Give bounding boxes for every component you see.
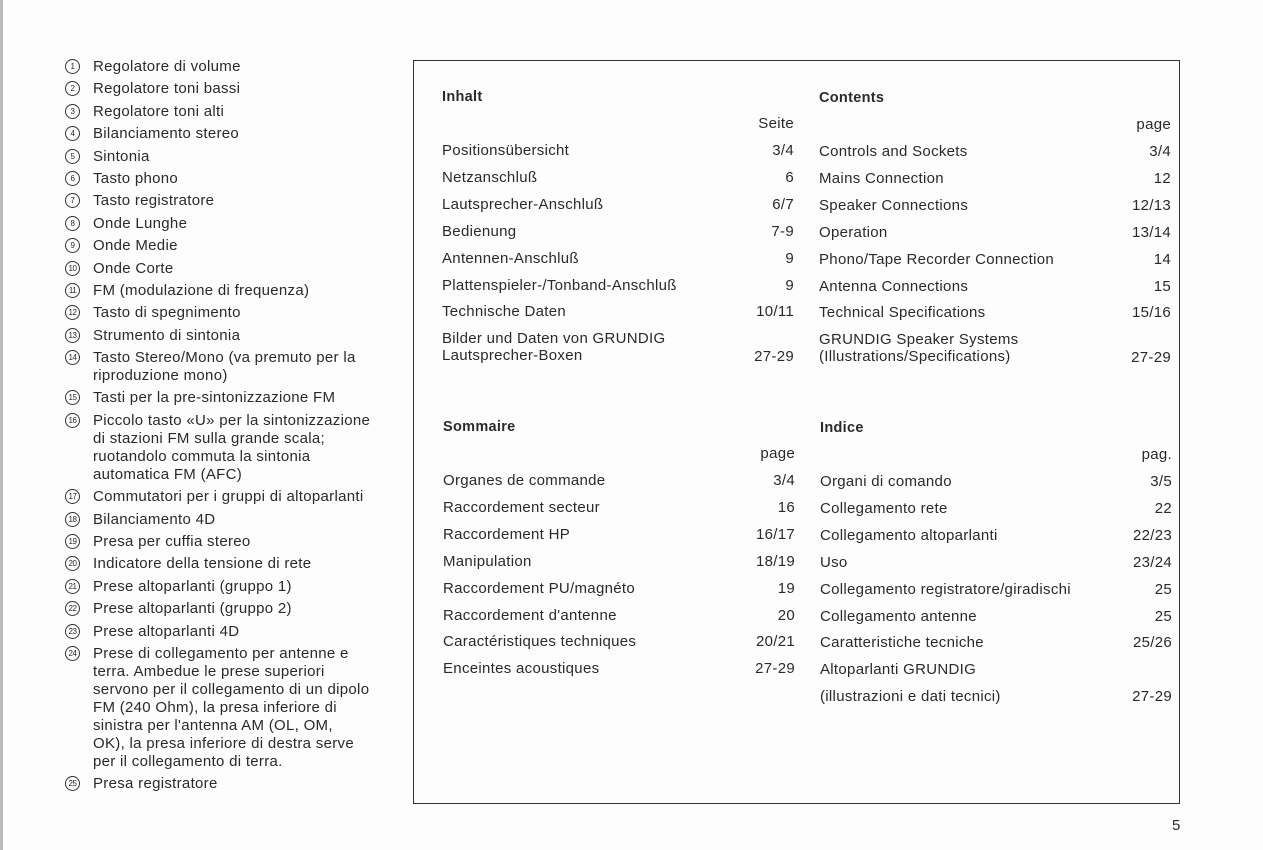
legend-text: ruotandolo commuta la sintonia [93,447,311,465]
toc-entry [443,633,636,650]
toc-row [820,688,1172,715]
toc-page: 27-29 [1131,349,1171,367]
toc-entry [442,169,537,186]
toc-row [819,278,1171,305]
legend-text: Strumento di sintonia [93,326,241,344]
legend-text: Bilanciamento 4D [93,510,216,528]
legend-text: per il collegamento di terra. [93,752,283,770]
toc-entry-text: Technische Daten [442,303,567,321]
legend-item [55,304,415,322]
legend-text: Onde Lunghe [93,214,188,232]
toc-page: 20 [777,606,795,624]
legend-text: Regolatore toni bassi [93,80,241,98]
legend-text: Piccolo tasto «U» per la sintonizzazione [93,411,371,429]
toc-row [820,473,1172,500]
page-column-header: page [760,445,795,462]
controls-legend-list [55,58,415,798]
legend-text: Indicatore della tensione di rete [93,555,312,573]
toc-entry-text: Speaker Connections [819,196,969,214]
legend-item [55,349,415,385]
toc-entry [820,581,1071,598]
legend-text: Prese altoparlanti 4D [93,622,240,640]
toc-page: 25/26 [1132,634,1172,652]
toc-entry [820,661,976,678]
toc-entry-text: Bedienung [442,222,517,240]
toc-entry [820,500,948,517]
toc-entry-text: Caratteristiche tecniche [820,634,984,652]
toc-row [820,608,1172,635]
toc-page: 22 [1154,499,1172,517]
legend-text: automatica FM (AFC) [93,465,243,483]
toc-entry [443,526,570,543]
toc-entry [443,607,617,624]
toc-entry-text: Enceintes acoustiques [443,660,600,678]
toc-row [443,472,795,499]
toc-entry [819,170,944,187]
toc-entry-text: Collegamento altoparlanti [820,526,998,544]
toc-page: 10/11 [756,303,794,321]
toc-entry-text: Raccordement secteur [443,498,600,516]
toc-entry-text: Lautsprecher-Anschluß [442,195,604,213]
toc-entry-text: Raccordement PU/magnéto [443,579,635,597]
circled-number: 14 [65,350,80,365]
toc-entry [819,278,968,295]
toc-page: 27-29 [754,348,794,366]
toc-entry [819,304,985,321]
toc-page: 25 [1154,607,1172,625]
legend-item [55,170,415,188]
toc-entry-text: Bilder und Daten von GRUNDIG [442,330,666,348]
toc-page: 27-29 [1132,688,1172,706]
legend-text: Onde Medie [93,237,178,255]
toc-row [819,304,1171,331]
legend-text: Sintonia [93,147,150,165]
table-of-contents-box [413,60,1180,804]
legend-text: Presa per cuffia stereo [93,533,251,551]
toc-page: 18/19 [755,552,795,570]
toc-entry-text: Plattenspieler-/Tonband-Anschluß [442,276,677,294]
legend-text: Regolatore toni alti [93,102,225,120]
toc-entry [820,608,977,625]
toc-entry-text: Uso [820,553,848,571]
circled-number: 7 [65,193,80,208]
legend-text: Tasti per la pre-sintonizzazione FM [93,389,336,407]
circled-number: 1 [65,59,80,74]
toc-page: 15 [1153,277,1171,295]
toc-entry [443,580,635,597]
legend-item [55,125,415,143]
circled-number: 18 [65,512,80,527]
toc-row [820,581,1172,608]
legend-item [55,555,415,573]
toc-entry [819,331,1018,365]
toc-entry [820,634,984,651]
legend-text: Tasto di spegnimento [93,304,241,322]
legend-item [55,600,415,618]
legend-item [55,623,415,641]
legend-text: Prese altoparlanti (gruppo 1) [93,577,292,595]
legend-text: di stazioni FM sulla grande scala; [93,429,325,447]
toc-entry-text: Operation [819,223,888,241]
circled-number: 8 [65,216,80,231]
toc-page: 6/7 [772,195,794,213]
legend-item [55,58,415,76]
toc-row [820,527,1172,554]
toc-entry-text: Technical Specifications [819,304,986,322]
legend-text: servono per il collegamento di un dipolo [93,680,370,698]
toc-page: 13/14 [1131,223,1171,241]
legend-item [55,260,415,278]
toc-page: 27-29 [755,660,795,678]
circled-number: 5 [65,149,80,164]
toc-entry-text: Controls and Sockets [819,143,968,160]
toc-row [819,197,1171,224]
circled-number: 24 [65,646,80,661]
circled-number: 19 [65,534,80,549]
legend-text: Tasto Stereo/Mono (va premuto per la [93,349,356,367]
toc-row [442,169,794,196]
legend-item [55,327,415,345]
legend-item [55,533,415,551]
legend-item [55,148,415,166]
toc-row [443,526,795,553]
toc-entry [442,250,579,267]
toc-row [443,553,795,580]
legend-item [55,511,415,529]
legend-item [55,488,415,506]
legend-text: Commutatori per i gruppi di altoparlanti [93,488,364,506]
legend-text: Prese altoparlanti (gruppo 2) [93,600,292,618]
circled-number: 23 [65,624,80,639]
legend-text: FM (modulazione di frequenza) [93,281,310,299]
toc-page: 3/4 [773,472,795,489]
circled-number: 10 [65,261,80,276]
toc-entry-text: Collegamento rete [820,499,948,517]
toc-page: 6 [785,168,794,186]
circled-number: 9 [65,238,80,253]
toc-row [443,660,795,687]
legend-item [55,80,415,98]
toc-row [820,661,1172,688]
legend-item [55,775,415,793]
toc-entry-text: GRUNDIG Speaker Systems [819,331,1019,349]
section-title: Contents [819,90,885,106]
legend-text: Tasto registratore [93,192,215,210]
legend-text: Onde Corte [93,259,174,277]
toc-entry-text: Collegamento registratore/giradischi [820,580,1071,598]
circled-number: 22 [65,601,80,616]
legend-item [55,237,415,255]
circled-number: 2 [65,81,80,96]
page-column-header: pag. [1141,446,1172,463]
legend-item [55,645,415,771]
toc-page: 15/16 [1131,304,1171,322]
toc-page: 23/24 [1132,553,1172,571]
toc-page: 3/4 [772,142,794,159]
toc-row [443,499,795,526]
toc-entry [443,499,600,516]
page-column-header: Seite [758,115,794,132]
toc-row [820,634,1172,661]
toc-page: 25 [1154,580,1172,598]
legend-text: FM (240 Ohm), la presa inferiore di [93,698,337,716]
section-title: Indice [820,420,864,436]
toc-entry [819,143,968,160]
toc-entry [819,224,888,241]
page-number: 5 [1172,817,1181,834]
toc-entry [442,303,566,320]
toc-row [443,633,795,660]
toc-page: 14 [1153,250,1171,268]
toc-row [820,554,1172,581]
toc-entry-text: Altoparlanti GRUNDIG [820,661,977,679]
toc-row [819,143,1171,170]
toc-row [442,196,794,223]
toc-entry [442,277,677,294]
toc-page: 19 [777,579,795,597]
toc-row [442,277,794,304]
toc-entry-text: Positionsübersicht [442,142,570,159]
circled-number: 13 [65,328,80,343]
legend-text: Regolatore di volume [93,58,241,75]
toc-entry-text: Netzanschluß [442,168,538,186]
page-column-header: page [1136,116,1171,133]
toc-page: 16/17 [755,525,795,543]
toc-page: 20/21 [755,633,795,651]
toc-page: 7-9 [771,222,794,240]
section-title: Inhalt [442,89,483,105]
toc-entry [820,688,1001,705]
toc-row [820,500,1172,527]
legend-item [55,282,415,300]
legend-text: Prese di collegamento per antenne e [93,644,349,662]
legend-text: riproduzione mono) [93,367,228,385]
toc-page: 9 [785,249,794,267]
circled-number: 21 [65,579,80,594]
toc-entry [443,553,532,570]
toc-row [819,170,1171,197]
circled-number: 20 [65,556,80,571]
legend-text: Bilanciamento stereo [93,125,240,143]
toc-row [442,303,794,330]
legend-item [55,578,415,596]
circled-number: 16 [65,413,80,428]
circled-number: 4 [65,126,80,141]
toc-page: 9 [785,276,794,294]
legend-text: Presa registratore [93,775,218,793]
legend-item [55,412,415,484]
toc-row [819,251,1171,278]
toc-page: 22/23 [1132,526,1172,544]
toc-entry-text: (illustrazioni e dati tecnici) [820,688,1001,706]
toc-entry-text: Raccordement HP [443,525,571,543]
toc-entry [819,197,968,214]
toc-entry-text: Antennen-Anschluß [442,249,579,267]
toc-row [443,580,795,607]
scan-edge [0,0,3,850]
toc-row [442,250,794,277]
section-title: Sommaire [443,419,516,435]
legend-item [55,192,415,210]
toc-page: 3/4 [1149,143,1171,160]
legend-item [55,215,415,233]
legend-text: Tasto phono [93,169,179,187]
circled-number: 17 [65,489,80,504]
toc-entry-text: Organes de commande [443,472,606,489]
toc-page: 16 [777,498,795,516]
toc-entry [443,660,599,677]
toc-entry [443,472,605,489]
toc-entry-text: Raccordement d'antenne [443,606,617,624]
toc-entry-text: Antenna Connections [819,277,969,295]
toc-entry-text: Caractéristiques techniques [443,633,637,651]
toc-entry [820,554,848,571]
toc-entry [819,251,1054,268]
circled-number: 25 [65,776,80,791]
legend-text: OK), la presa inferiore di destra serve [93,734,354,752]
toc-row [819,224,1171,251]
toc-entry-text: Manipulation [443,552,532,570]
toc-entry-text: Mains Connection [819,169,944,187]
toc-entry [820,527,998,544]
toc-page: 3/5 [1150,473,1172,490]
toc-row [442,142,794,169]
toc-entry-text: (Illustrations/Specifications) [819,348,1011,366]
toc-row [442,330,794,366]
legend-item [55,389,415,407]
toc-row [443,607,795,634]
circled-number: 12 [65,305,80,320]
toc-entry [442,196,603,213]
toc-entry [442,223,516,240]
toc-entry [442,142,569,159]
toc-entry-text: Organi di comando [820,473,952,490]
legend-text: terra. Ambedue le prese superiori [93,662,325,680]
legend-item [55,103,415,121]
toc-entry-text: Phono/Tape Recorder Connection [819,250,1054,268]
toc-entry-text: Lautsprecher-Boxen [442,347,583,365]
legend-text: sinistra per l'antenna AM (OL, OM, [93,716,333,734]
toc-entry [820,473,952,490]
circled-number: 15 [65,390,80,405]
toc-entry [442,330,666,364]
circled-number: 3 [65,104,80,119]
toc-row [819,331,1171,367]
toc-page: 12 [1153,169,1171,187]
circled-number: 11 [65,283,80,298]
toc-row [442,223,794,250]
circled-number: 6 [65,171,80,186]
toc-entry-text: Collegamento antenne [820,607,977,625]
toc-page: 12/13 [1131,196,1171,214]
